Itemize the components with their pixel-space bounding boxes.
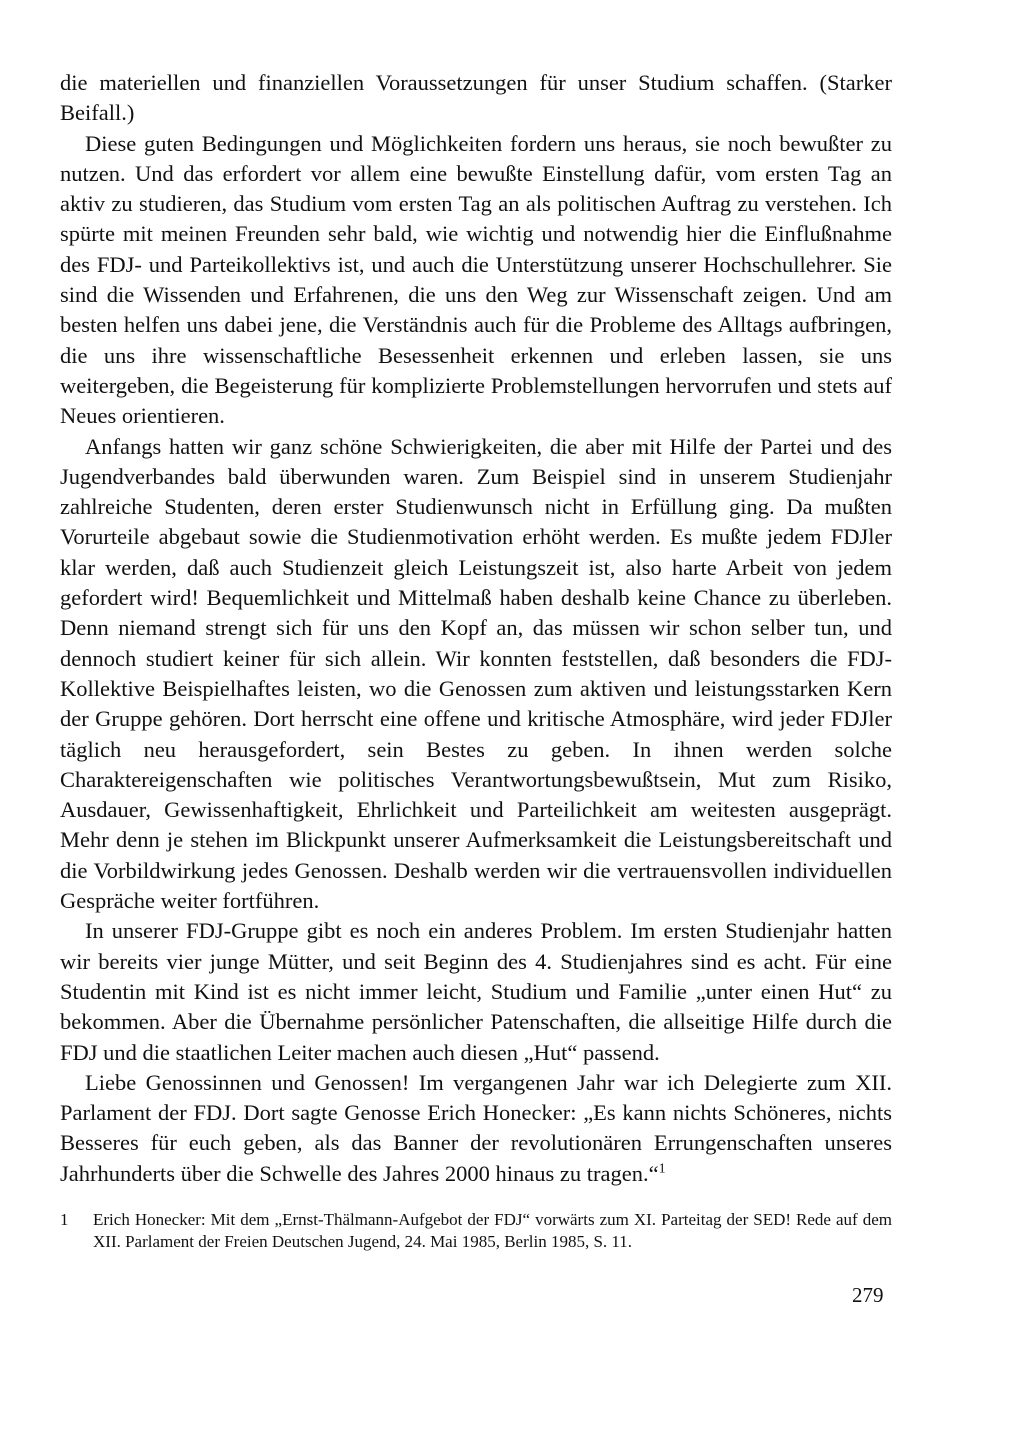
paragraph-1: die materiellen und finanziellen Voraussetzungen für unser Studium schaffen. (Starker Beifall.) xyxy=(60,70,892,126)
paragraph-3: Anfangs hatten wir ganz schöne Schwierigkeiten, die aber mit Hilfe der Partei und des Jugendverbandes bald überwunden waren. Zum Beispiel sind in unserem Studienjahr zahlreiche Studenten, deren erster Studienwunsch nicht in Erfüllung ging. Da mußten Vorurteile abgebaut sowie die Studienmotivation erhöht werden. Es mußte jedem FDJler klar werden, daß auch Studienzeit gleich Leistungszeit ist, also harte Arbeit von jedem gefordert wird! Bequemlichkeit und Mittelmaß haben deshalb keine Chance zu überleben. Denn niemand strengt sich für uns den Kopf an, das müssen wir schon selber tun, und dennoch studiert keiner für sich allein. Wir konnten feststellen, daß besonders die FDJ-Kollektive Beispielhaftes leisten, wo die Genossen zum aktiven und leistungsstarken Kern der Gruppe gehören. Dort herrscht eine offene und kritische Atmosphäre, wird jeder FDJler täglich neu herausgefordert, sein Bestes zu geben. In ihnen werden solche Charaktereigenschaften wie politisches Verantwortungsbewußtsein, Mut zum Risiko, Ausdauer, Gewissenhaftigkeit, Ehrlichkeit und Parteilichkeit am weitesten ausgeprägt. Mehr denn je stehen im Blickpunkt unserer Aufmerksamkeit die Leistungsbereitschaft und die Vorbildwirkung jedes Genossen. Deshalb werden wir die vertrauensvollen individuellen Gespräche weiter fortführen. xyxy=(60,433,892,914)
paragraph-5 xyxy=(60,1068,892,1189)
paragraph-2: Diese guten Bedingungen und Möglichkeiten fordern uns heraus, sie noch bewußter zu nutzen. Und das erfordert vor allem eine bewußte Einstellung dafür, vom ersten Tag an aktiv zu studieren, das Studium vom ersten Tag an als politischen Auftrag zu verstehen. Ich spürte mit meinen Freunden sehr bald, wie wichtig und notwendig hier die Einflußnahme des FDJ- und Parteikollektivs ist, und auch die Unterstützung unserer Hochschullehrer. Sie sind die Wissenden und Erfahrenen, die uns den Weg zur Wissenschaft zeigen. Und am besten helfen uns dabei jene, die Verständnis auch für die Probleme des Alltags aufbringen, die uns ihre wissenschaftliche Besessenheit erkennen und erleben lassen, sie uns weitergeben, die Begeisterung für komplizierte Problemstellungen hervorrufen und stets auf Neues orientieren. xyxy=(60,130,892,429)
footnote-ref[interactable]: 1 xyxy=(658,1161,666,1177)
footnote-text: Erich Honecker: Mit dem „Ernst-Thälmann-Aufgebot der FDJ“ vorwärts zum XI. Parteitag der SED! Rede auf dem XII. Parlament der Freien Deutschen Jugend, 24. Mai 1985, Berlin 1985, S. 11. xyxy=(93,1209,892,1251)
document-page xyxy=(60,68,892,1253)
page-number: 279 xyxy=(852,1283,884,1307)
body-text xyxy=(60,68,892,1189)
footnotes xyxy=(60,1209,892,1253)
footnote xyxy=(60,1209,892,1253)
paragraph-5-text: Liebe Genossinnen und Genossen! Im vergangenen Jahr war ich Delegierte zum XII. Parlament der FDJ. Dort sagte Genosse Erich Honecker: „Es kann nichts Schöneres, nichts Besseres für euch geben, als das Banner der revolutionären Errungenschaften unseres Jahrhunderts über die Schwelle des Jahres 2000 hinaus zu tragen.“ xyxy=(60,1069,892,1186)
footnote-number: 1 xyxy=(60,1209,69,1229)
paragraph-4: In unserer FDJ-Gruppe gibt es noch ein anderes Problem. Im ersten Studienjahr hatten wir bereits vier junge Mütter, und seit Beginn des 4. Studienjahres sind es acht. Für eine Studentin mit Kind ist es nicht immer leicht, Studium und Familie „unter einen Hut“ zu bekommen. Aber die Übernahme persönlicher Patenschaften, die allseitige Hilfe durch die FDJ und die staatlichen Leiter machen auch diesen „Hut“ passend. xyxy=(60,918,892,1065)
